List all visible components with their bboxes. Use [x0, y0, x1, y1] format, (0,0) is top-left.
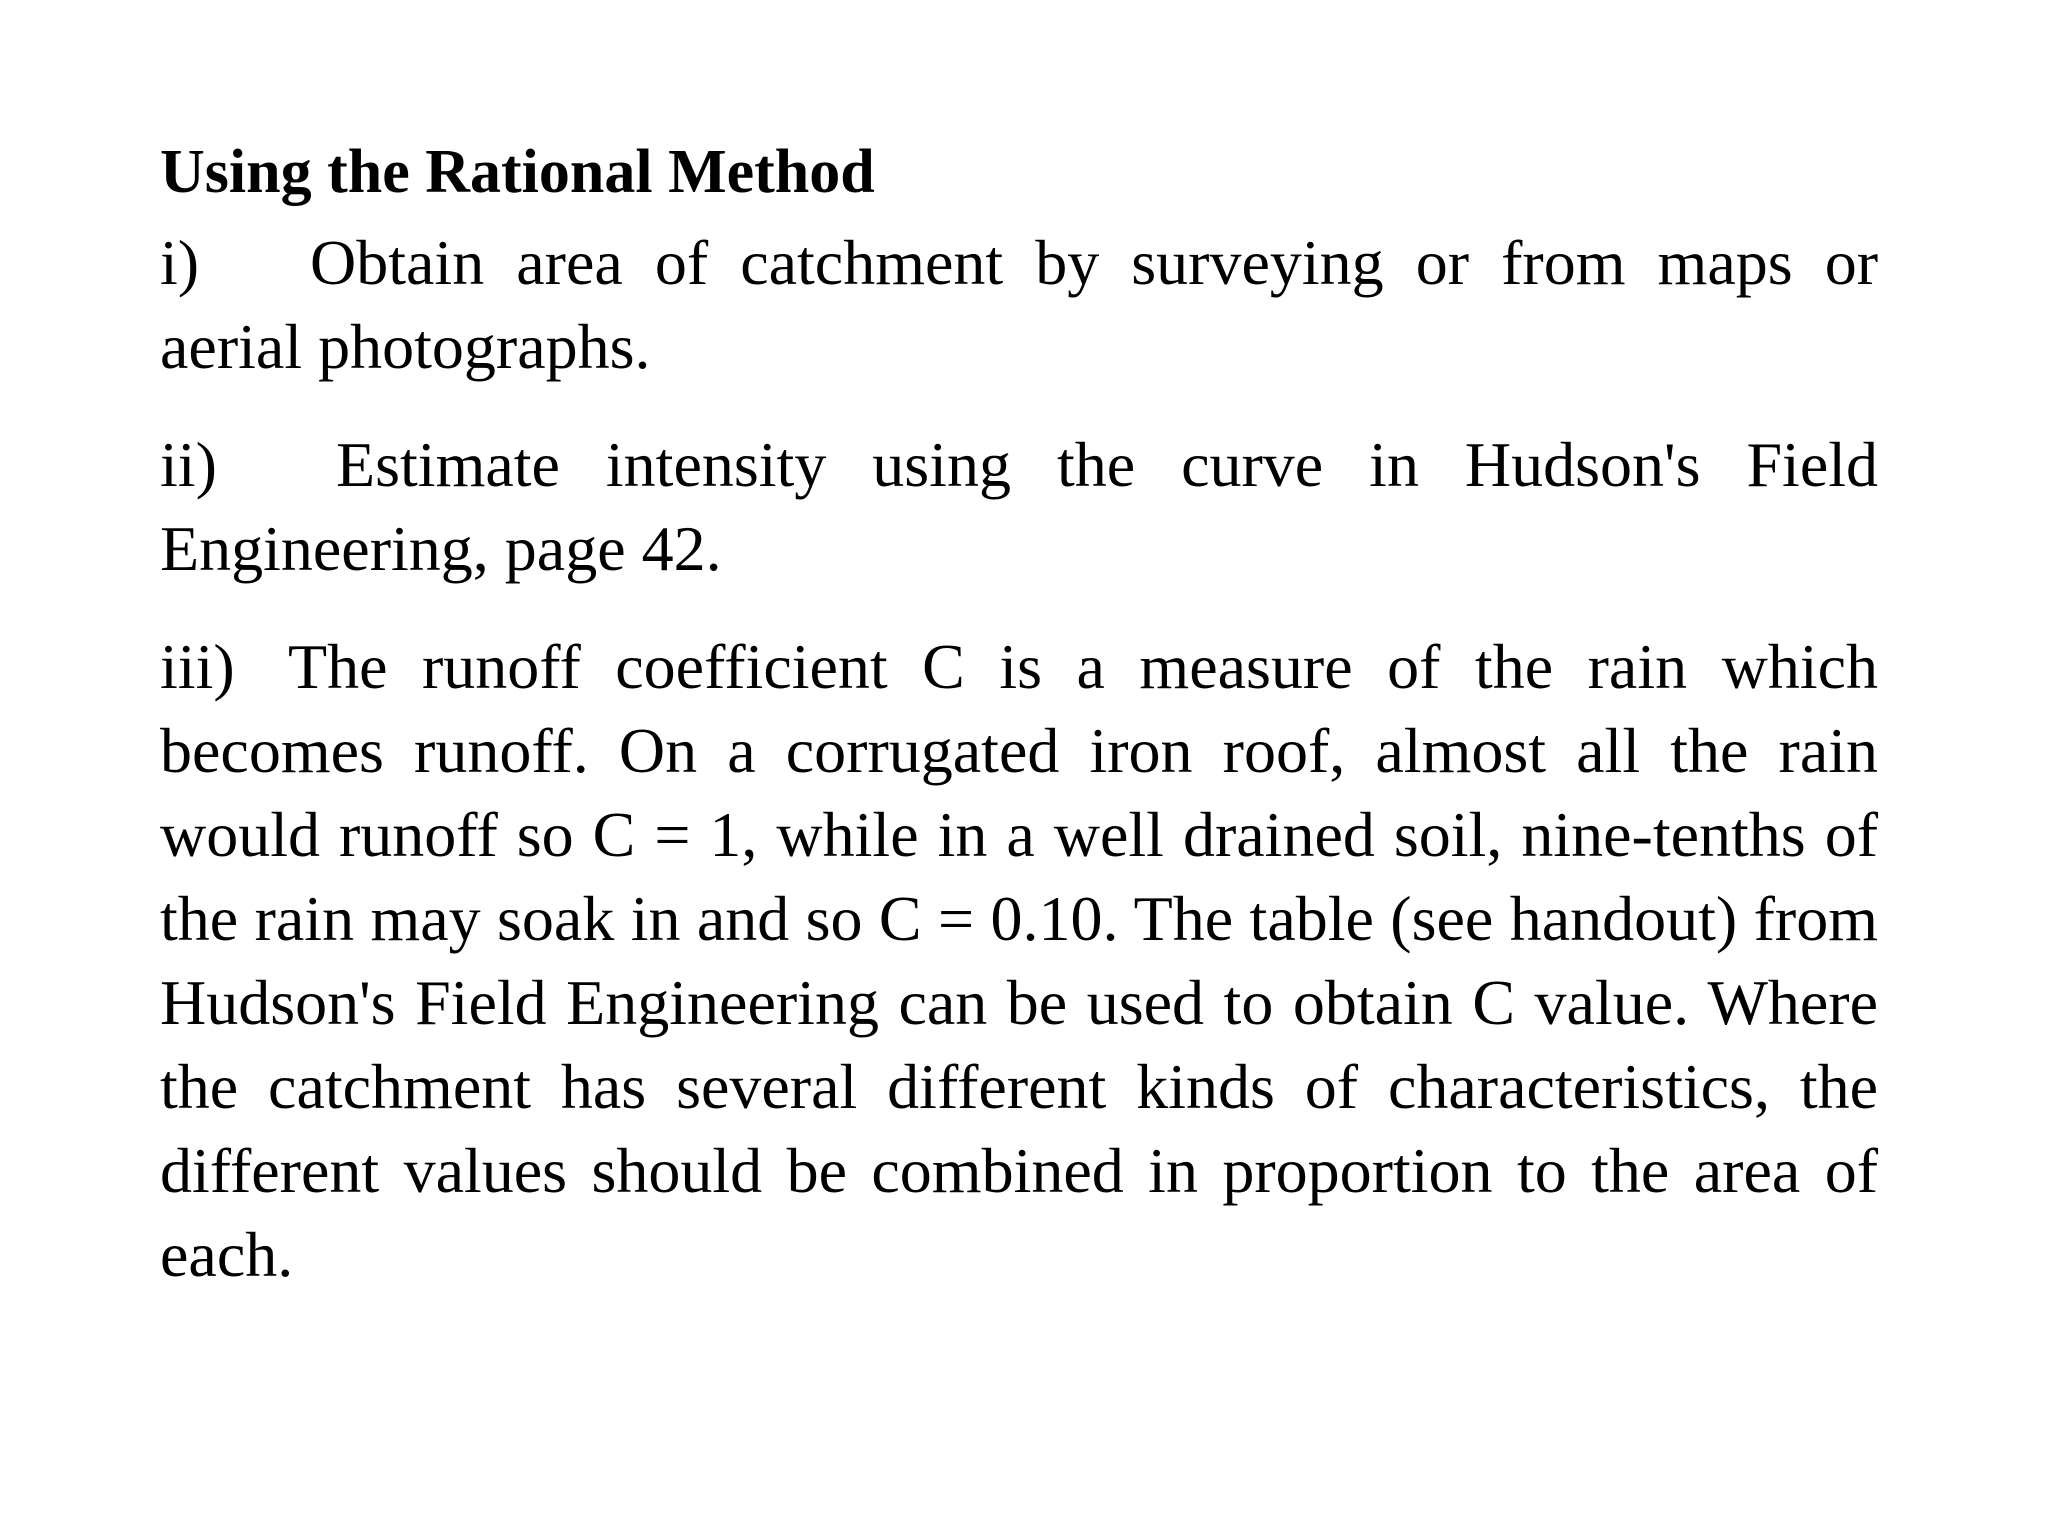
step-text: Estimate intensity using the curve in Hudson's Field Engineering, page 42.: [160, 429, 1878, 584]
document-title: Using the Rational Method: [160, 138, 875, 206]
step-item-1: [160, 221, 1878, 389]
step-text: Obtain area of catchment by surveying or from maps or aerial photographs.: [160, 227, 1878, 382]
step-item-3: [160, 625, 1878, 1297]
step-marker: i): [160, 227, 200, 298]
step-item-2: [160, 423, 1878, 591]
step-text: The runoff coefficient C is a measure of the rain which becomes runoff. On a corrugated iron roof, almost all the rain would runoff so C = 1, while in a well drained soil, nine-tenths of the rain may soak in and so C = 0.10. The table (see handout) from Hudson's Field Engineering can be used to obtain C value. Where the catchment has several different kinds of characteristics, the different values should be combined in proportion to the area of each.: [160, 631, 1878, 1290]
document-page: [160, 128, 1878, 1331]
step-marker: ii): [160, 429, 217, 500]
step-marker: iii): [160, 631, 235, 702]
